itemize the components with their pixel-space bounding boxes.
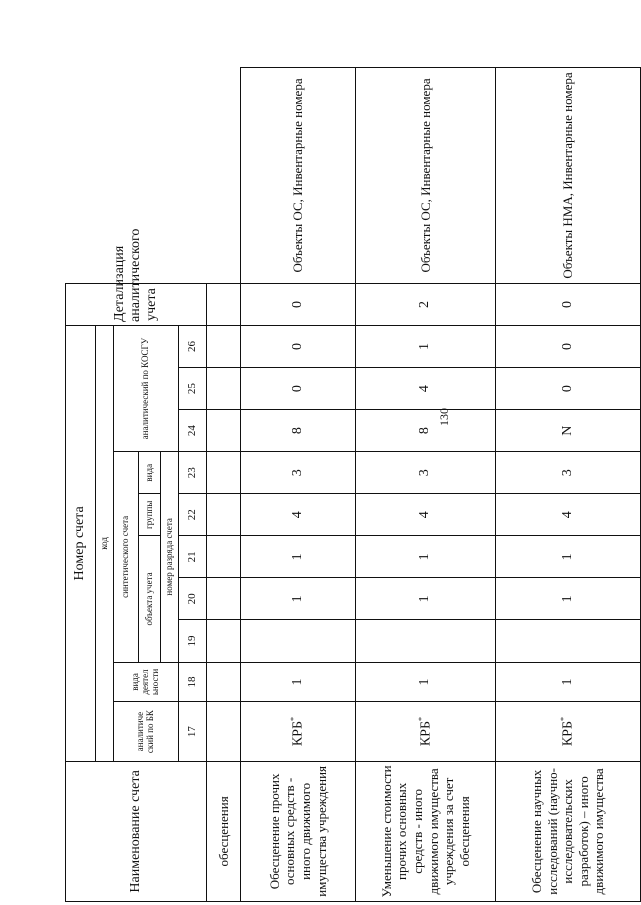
row-value: 1 (241, 662, 356, 702)
row-detail: Объекты НМА, Инвентарные номера (496, 68, 641, 284)
row-value: 1 (356, 662, 496, 702)
rotated-table-sheet (65, 67, 640, 902)
col-num-23: 23 (179, 452, 207, 494)
header-account-name: Наименование счета (66, 761, 207, 901)
row-value: 4 (356, 368, 496, 410)
col-num-17: 17 (179, 702, 207, 761)
row-value: 3 (356, 452, 496, 494)
col-num-19: 19 (179, 620, 207, 662)
row-value: 0 (241, 283, 356, 325)
row-value: 8 (241, 410, 356, 452)
row-value: 1 (496, 536, 641, 578)
table-row (496, 68, 641, 902)
row-value: 1 (356, 326, 496, 368)
row-detail: Объекты ОС, Инвентарные номера (241, 68, 356, 284)
row-value: 2 (356, 283, 496, 325)
row-value: 1 (241, 536, 356, 578)
header-analytic-kosgu: аналитический по КОСГУ (114, 326, 179, 452)
row-value: N (496, 410, 641, 452)
row-value: 0 (496, 283, 641, 325)
continuation-name: обесценения (207, 761, 241, 901)
header-object: объекта учета (139, 536, 161, 662)
col-num-21: 21 (179, 536, 207, 578)
row-value: 3 (496, 452, 641, 494)
header-kod: код (96, 326, 114, 762)
accounts-table (65, 67, 641, 902)
table-row (356, 68, 496, 902)
row-value: 1 (356, 578, 496, 620)
row-value: 0 (496, 326, 641, 368)
row-value: 8 (356, 410, 496, 452)
row-value: 4 (241, 494, 356, 536)
table-row (207, 68, 241, 902)
col-num-18: 18 (179, 662, 207, 702)
row-value: 4 (496, 494, 641, 536)
row-value: 1 (356, 536, 496, 578)
row-value: 4 (356, 494, 496, 536)
col-num-24: 24 (179, 410, 207, 452)
col-num-22: 22 (179, 494, 207, 536)
header-vid-deyat: вида деятел ьности (114, 662, 179, 702)
header-account-number: Номер счета (66, 326, 96, 762)
row-value: 0 (241, 368, 356, 410)
table-row (241, 68, 356, 902)
row-name: Уменьшение стоимости прочих основных средств - иного движимого имущества учреждения за счет обесценения (356, 761, 496, 901)
row-value: 1 (241, 578, 356, 620)
row-kfo: КРБ* (241, 702, 356, 761)
row-value: 0 (241, 326, 356, 368)
header-detail: Детализация аналитического учета (66, 283, 207, 325)
col-num-20: 20 (179, 578, 207, 620)
row-kfo: КРБ* (496, 702, 641, 761)
header-synthetic: синтетического счета (114, 452, 139, 662)
row-value: 1 (496, 578, 641, 620)
col-num-26: 26 (179, 326, 207, 368)
row-value: 0 (496, 368, 641, 410)
row-kfo: КРБ* (356, 702, 496, 761)
header-analytic-bk: аналитиче ский по БК (114, 702, 179, 761)
col-num-25: 25 (179, 368, 207, 410)
row-value: 1 (496, 662, 641, 702)
header-kind: вида (139, 452, 161, 494)
header-group: группы (139, 494, 161, 536)
row-name: Обесценение научных исследований (научно-исследовательских разработок) – иного движимого имущества (496, 761, 641, 901)
row-detail: Объекты ОС, Инвентарные номера (356, 68, 496, 284)
page-number: 130 (437, 408, 451, 426)
row-value: 3 (241, 452, 356, 494)
header-digit-number: номер разряда счета (161, 452, 179, 662)
row-name: Обесценение прочих основных средств - иного движимого имущества учреждения (241, 761, 356, 901)
